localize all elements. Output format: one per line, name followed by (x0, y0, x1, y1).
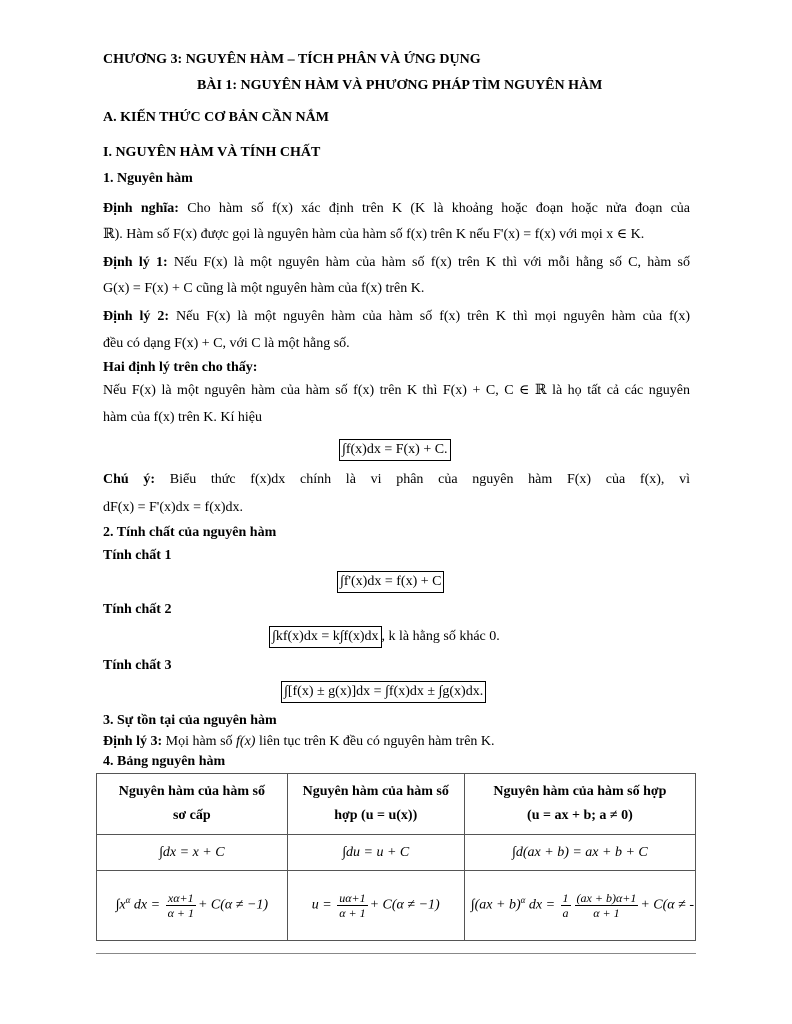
fraction-numerator: uα+1 (339, 891, 366, 905)
definition-line-1 (103, 199, 690, 219)
power-tail: + C(α ≠ −1) (197, 897, 269, 913)
subsection-4-heading: 4. Bảng nguyên hàm (103, 754, 226, 769)
note-text-1: Biểu thức f(x)dx chính là vi phân của nguyên hàm F(x) của f(x), vì (155, 472, 690, 487)
fraction-denominator: α + 1 (339, 906, 366, 920)
table-cell (287, 871, 464, 941)
theorem-2-line-2: đều có dạng F(x) + C, với C là một hằng số. (103, 336, 350, 351)
property-2-label: Tính chất 2 (103, 602, 172, 617)
table-cell (464, 871, 695, 941)
fraction-numerator: xα+1 (167, 891, 194, 905)
power-integral: ∫x (115, 897, 126, 913)
theorem-2-line-1 (103, 307, 690, 327)
table-header-basic (97, 774, 288, 835)
composite-fraction (337, 891, 367, 920)
theorem-3-pre: Mọi hàm số (162, 734, 237, 749)
property-2-formula: ∫kf(x)dx = k∫f(x)dx (269, 626, 382, 648)
definition-line-2: ℝ). Hàm số F(x) được gọi là nguyên hàm của hàm số f(x) trên K nếu F'(x) = f(x) với mọi x ∈ K. (103, 227, 645, 242)
header-1-line-2: sơ cấp (172, 808, 211, 823)
theorem-2-label: Định lý 2: (103, 309, 170, 324)
table-cell: ∫dx = x + C (97, 835, 288, 871)
theorem-1-text-1: Nếu F(x) là một nguyên hàm của hàm số f(x) trên K thì với mỗi hằng số C, hàm số (167, 255, 690, 270)
note-label: Chú ý: (103, 472, 156, 487)
table-header-linear (464, 774, 695, 835)
theorem-1-line-2: G(x) = F(x) + C cũng là một nguyên hàm của f(x) trên K. (103, 281, 425, 296)
fraction-denominator: α + 1 (593, 906, 620, 920)
table-row (97, 871, 696, 941)
main-formula: ∫f(x)dx = F(x) + C. (339, 439, 451, 461)
property-2-note: , k là hằng số khác 0. (381, 629, 500, 644)
chapter-title: CHƯƠNG 3: NGUYÊN HÀM – TÍCH PHÂN VÀ ỨNG DỤNG (103, 52, 481, 67)
footer-divider (96, 953, 696, 954)
definition-label: Định nghĩa: (103, 201, 179, 216)
two-theorems-label: Hai định lý trên cho thấy: (103, 360, 258, 375)
section-i-heading: I. NGUYÊN HÀM VÀ TÍNH CHẤT (103, 145, 321, 160)
header-3-line-2: (u = ax + b; a ≠ 0) (527, 808, 633, 823)
composite-pre: u = (311, 897, 332, 913)
subsection-1-heading: 1. Nguyên hàm (103, 171, 193, 186)
fraction-denominator: a (562, 906, 569, 920)
header-3-line-1: Nguyên hàm của hàm số hợp (493, 784, 667, 799)
header-2-line-2: hợp (u = u(x)) (334, 808, 418, 823)
property-3-label: Tính chất 3 (103, 658, 172, 673)
linear-fraction-2 (575, 891, 639, 920)
linear-dx: dx = (528, 897, 556, 913)
fraction-denominator: α + 1 (167, 906, 194, 920)
subsection-3-heading: 3. Sự tồn tại của nguyên hàm (103, 713, 277, 728)
table-header-composite (287, 774, 464, 835)
power-exponent: α (125, 895, 131, 906)
subsection-2-heading: 2. Tính chất của nguyên hàm (103, 525, 277, 540)
linear-tail: + C(α ≠ - (640, 897, 694, 913)
table-header-row (97, 774, 696, 835)
table-cell: ∫d(ax + b) = ax + b + C (464, 835, 695, 871)
definition-text-1: Cho hàm số f(x) xác định trên K (K là khoảng hoặc đoạn hoặc nửa đoạn của (178, 201, 691, 216)
theorem-3-label: Định lý 3: (103, 734, 163, 749)
linear-integral: ∫(ax + b) (470, 897, 521, 913)
header-1-line-1: Nguyên hàm của hàm số (118, 784, 265, 799)
linear-fraction-1 (561, 891, 571, 920)
antiderivative-table (96, 773, 696, 941)
section-a-heading: A. KIẾN THỨC CƠ BẢN CẦN NẮM (103, 110, 329, 125)
table-cell (97, 871, 288, 941)
linear-exponent: α (520, 895, 526, 906)
theorem-3-post: liên tục trên K đều có nguyên hàm trên K. (255, 734, 495, 749)
property-1-formula: ∫f'(x)dx = f(x) + C (337, 571, 444, 593)
theorem-1-label: Định lý 1: (103, 255, 168, 270)
theorem-2-text-1: Nếu F(x) là một nguyên hàm của hàm số f(x) trên K thì mọi nguyên hàm của f(x) (169, 309, 690, 324)
power-dx: dx = (133, 897, 161, 913)
fraction-numerator: 1 (562, 891, 569, 905)
fraction-numerator: (ax + b)α+1 (576, 891, 637, 905)
note-line-2: dF(x) = F'(x)dx = f(x)dx. (103, 500, 244, 515)
header-2-line-1: Nguyên hàm của hàm số (302, 784, 449, 799)
lesson-title: BÀI 1: NGUYÊN HÀM VÀ PHƯƠNG PHÁP TÌM NGUYÊN HÀM (197, 78, 603, 93)
two-theorems-line-1: Nếu F(x) là một nguyên hàm của hàm số f(x) trên K thì F(x) + C, C ∈ ℝ là họ tất cả các nguyên (103, 383, 690, 398)
note-line-1 (103, 470, 690, 490)
composite-tail: + C(α ≠ −1) (369, 897, 440, 913)
table-row (97, 835, 696, 871)
main-formula-box (339, 439, 451, 461)
power-fraction (166, 891, 196, 920)
property-1-label: Tính chất 1 (103, 548, 172, 563)
property-3-formula: ∫[f(x) ± g(x)]dx = ∫f(x)dx ± ∫g(x)dx. (281, 681, 486, 703)
theorem-3-line (103, 732, 495, 752)
property-1-formula-box (337, 571, 444, 593)
property-3-formula-box (281, 681, 486, 703)
two-theorems-line-2: hàm của f(x) trên K. Kí hiệu (103, 410, 262, 425)
theorem-3-fx: f(x) (236, 734, 256, 749)
theorem-1-line-1 (103, 253, 690, 273)
table-cell: ∫du = u + C (287, 835, 464, 871)
property-2-row (269, 626, 500, 648)
